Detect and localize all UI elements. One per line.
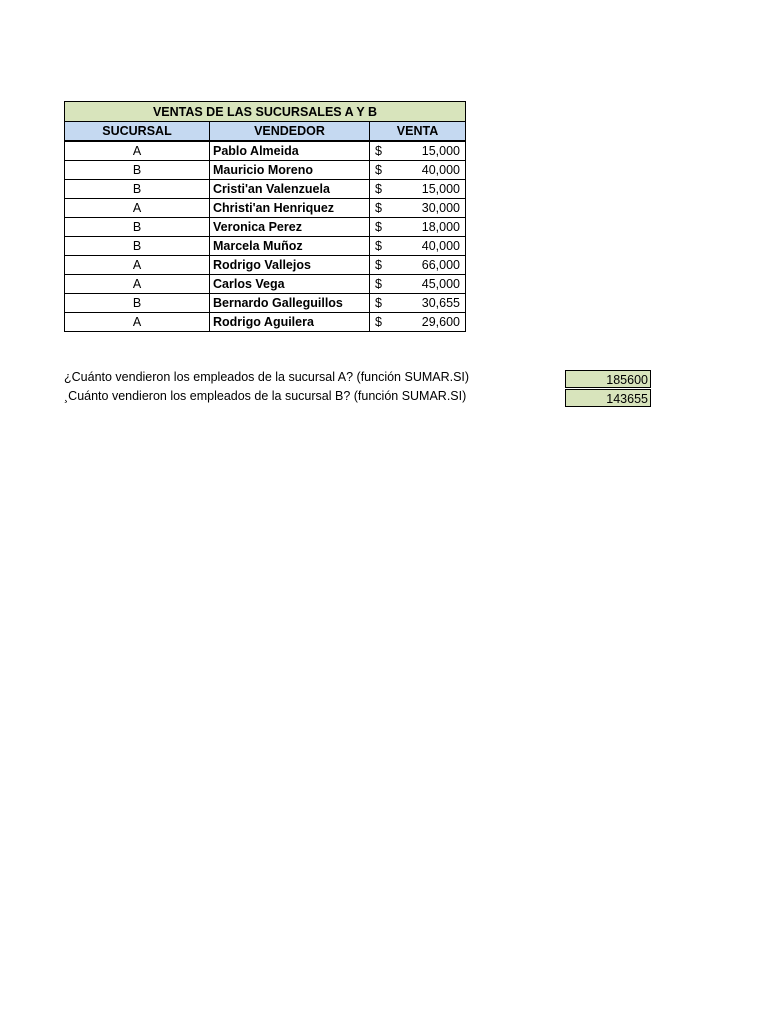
cell-venta[interactable]: [370, 294, 466, 313]
venta-amount: 40,000: [421, 163, 460, 177]
venta-amount: 45,000: [421, 277, 460, 291]
venta-amount: 30,655: [421, 296, 460, 310]
currency-symbol: $: [375, 239, 382, 253]
table-row: [65, 180, 466, 199]
currency-symbol: $: [375, 163, 382, 177]
venta-amount: 40,000: [421, 239, 460, 253]
cell-vendedor[interactable]: Veronica Perez: [210, 218, 370, 237]
currency-symbol: $: [375, 201, 382, 215]
header-sucursal[interactable]: SUCURSAL: [65, 122, 210, 142]
cell-sucursal[interactable]: A: [65, 275, 210, 294]
currency-symbol: $: [375, 220, 382, 234]
table-row: [65, 313, 466, 332]
cell-sucursal[interactable]: B: [65, 161, 210, 180]
question-sucursal-a[interactable]: ¿Cuánto vendieron los empleados de la sucursal A? (función SUMAR.SI): [64, 370, 470, 384]
cell-sucursal[interactable]: B: [65, 180, 210, 199]
cell-venta[interactable]: [370, 256, 466, 275]
question-sucursal-b[interactable]: ¸Cuánto vendieron los empleados de la sucursal B? (función SUMAR.SI): [64, 389, 467, 403]
table-row: [65, 218, 466, 237]
venta-amount: 18,000: [421, 220, 460, 234]
header-vendedor[interactable]: VENDEDOR: [210, 122, 370, 142]
answer-sucursal-b[interactable]: 143655: [565, 389, 651, 407]
cell-sucursal[interactable]: B: [65, 294, 210, 313]
venta-value: [373, 294, 462, 312]
cell-venta[interactable]: [370, 199, 466, 218]
cell-venta[interactable]: [370, 313, 466, 332]
table-row: [65, 256, 466, 275]
venta-amount: 30,000: [421, 201, 460, 215]
cell-sucursal[interactable]: A: [65, 313, 210, 332]
header-venta[interactable]: VENTA: [370, 122, 466, 142]
cell-venta[interactable]: [370, 275, 466, 294]
table-row: [65, 161, 466, 180]
table-row: [65, 237, 466, 256]
cell-vendedor[interactable]: Mauricio Moreno: [210, 161, 370, 180]
venta-value: [373, 256, 462, 274]
cell-venta[interactable]: [370, 161, 466, 180]
venta-amount: 66,000: [421, 258, 460, 272]
venta-value: [373, 237, 462, 255]
cell-vendedor[interactable]: Christi'an Henriquez: [210, 199, 370, 218]
cell-vendedor[interactable]: Pablo Almeida: [210, 141, 370, 161]
venta-value: [373, 313, 462, 331]
currency-symbol: $: [375, 182, 382, 196]
cell-venta[interactable]: [370, 237, 466, 256]
venta-value: [373, 142, 462, 160]
currency-symbol: $: [375, 296, 382, 310]
cell-vendedor[interactable]: Carlos Vega: [210, 275, 370, 294]
venta-amount: 29,600: [421, 315, 460, 329]
currency-symbol: $: [375, 258, 382, 272]
currency-symbol: $: [375, 144, 382, 158]
table-row: [65, 141, 466, 161]
table-row: [65, 275, 466, 294]
cell-vendedor[interactable]: Rodrigo Vallejos: [210, 256, 370, 275]
venta-amount: 15,000: [421, 182, 460, 196]
cell-sucursal[interactable]: A: [65, 199, 210, 218]
venta-value: [373, 275, 462, 293]
venta-value: [373, 161, 462, 179]
cell-venta[interactable]: [370, 218, 466, 237]
cell-vendedor[interactable]: Bernardo Galleguillos: [210, 294, 370, 313]
venta-value: [373, 180, 462, 198]
currency-symbol: $: [375, 315, 382, 329]
venta-value: [373, 199, 462, 217]
answer-sucursal-a[interactable]: 185600: [565, 370, 651, 388]
venta-amount: 15,000: [421, 144, 460, 158]
cell-vendedor[interactable]: Rodrigo Aguilera: [210, 313, 370, 332]
cell-sucursal[interactable]: A: [65, 256, 210, 275]
table-header-row: [65, 122, 466, 142]
cell-venta[interactable]: [370, 141, 466, 161]
cell-vendedor[interactable]: Marcela Muñoz: [210, 237, 370, 256]
cell-sucursal[interactable]: B: [65, 237, 210, 256]
currency-symbol: $: [375, 277, 382, 291]
venta-value: [373, 218, 462, 236]
table-row: [65, 294, 466, 313]
cell-vendedor[interactable]: Cristi'an Valenzuela: [210, 180, 370, 199]
cell-venta[interactable]: [370, 180, 466, 199]
sales-table: [64, 101, 466, 332]
table-title-row: [65, 102, 466, 122]
table-row: [65, 199, 466, 218]
cell-sucursal[interactable]: A: [65, 141, 210, 161]
cell-sucursal[interactable]: B: [65, 218, 210, 237]
table-title[interactable]: VENTAS DE LAS SUCURSALES A Y B: [65, 102, 466, 122]
